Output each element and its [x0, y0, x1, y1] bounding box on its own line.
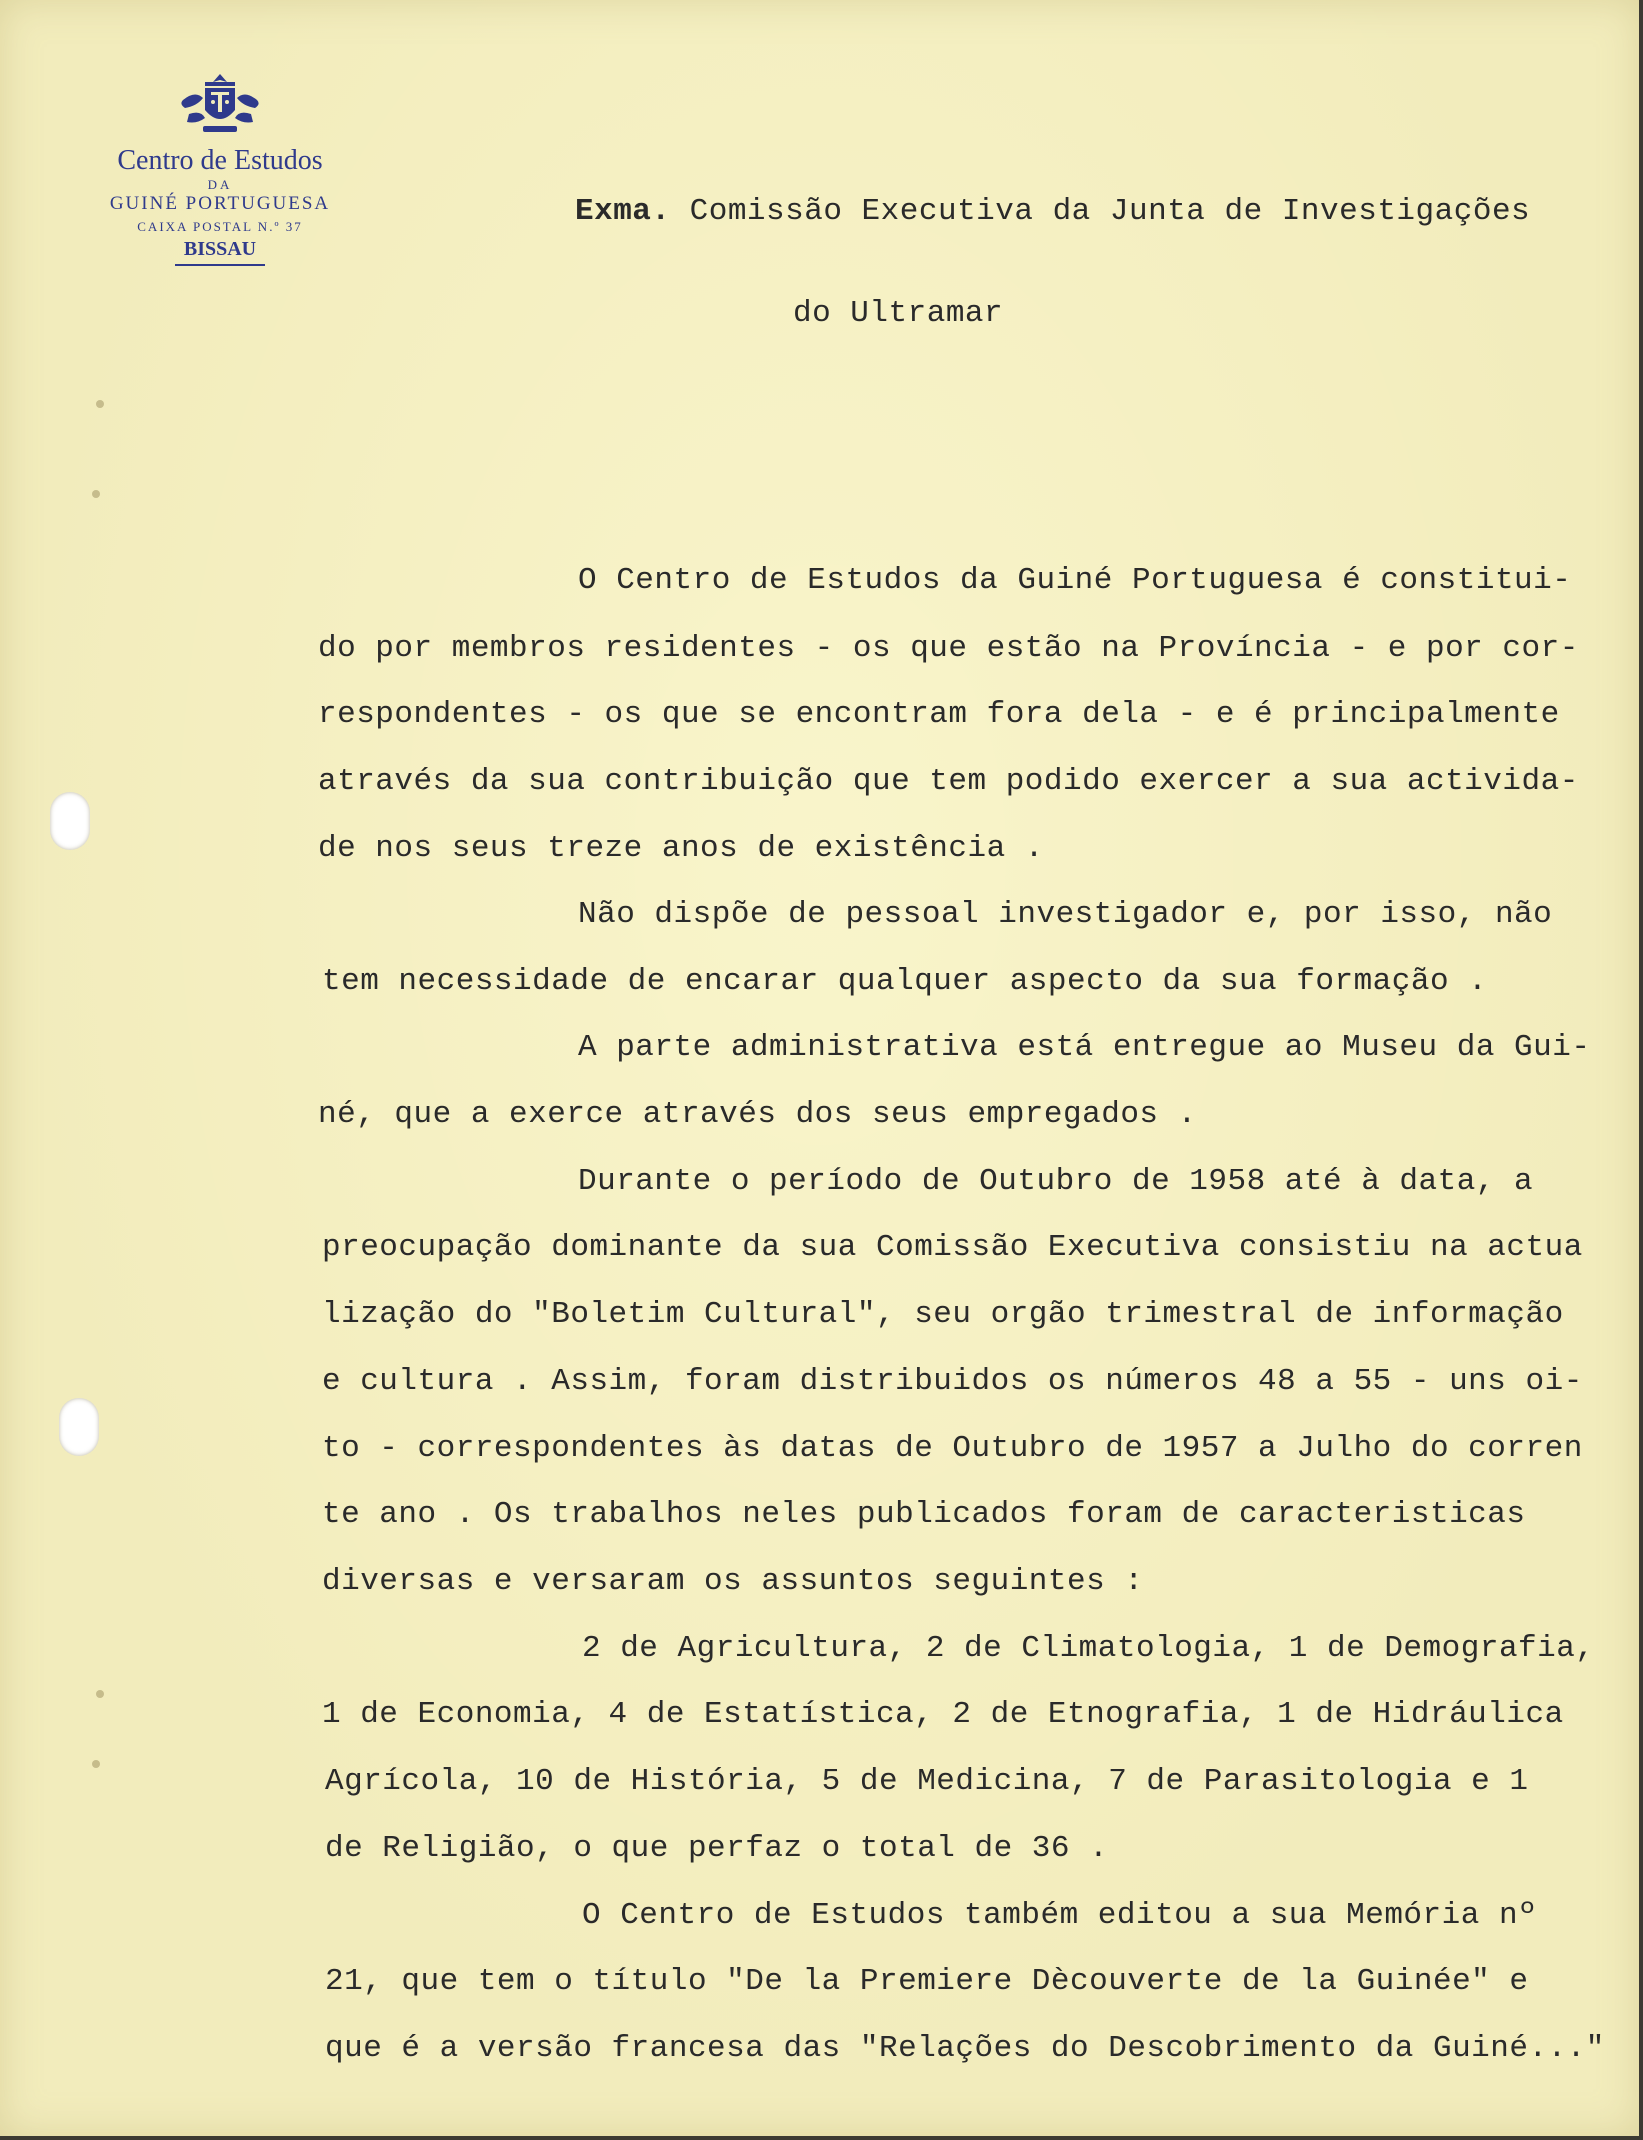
body-line: A parte administrativa está entregue ao Museu da Gui-: [578, 1030, 1591, 1065]
letterhead-city: BISSAU: [183, 238, 257, 260]
body-line: que é a versão francesa das "Relações do Descobrimento da Guiné...": [325, 2031, 1605, 2066]
salutation: Exma.: [575, 194, 671, 229]
addressee-line-2: do Ultramar: [793, 296, 1004, 331]
body-line: através da sua contribuição que tem podido exercer a sua activida-: [318, 764, 1579, 799]
addressee-name: Comissão Executiva da Junta de Investigações: [689, 194, 1531, 229]
paper-mark: [96, 1690, 104, 1698]
body-line: 2 de Agricultura, 2 de Climatologia, 1 de Demografia,: [582, 1631, 1595, 1666]
punch-hole-top: [50, 792, 90, 850]
body-line: 1 de Economia, 4 de Estatística, 2 de Etnografia, 1 de Hidráulica: [322, 1697, 1564, 1732]
letterhead-name: Centro de Estudos: [117, 145, 323, 176]
body-line: de nos seus treze anos de existência .: [318, 831, 1044, 866]
body-line: diversas e versaram os assuntos seguintes :: [322, 1564, 1144, 1599]
punch-hole-bottom: [59, 1398, 99, 1456]
body-line: O Centro de Estudos da Guiné Portuguesa é constitui-: [578, 563, 1572, 598]
letterhead-da: DA: [207, 177, 233, 192]
coat-of-arms-icon: [175, 70, 265, 140]
letterhead-postal-box: CAIXA POSTAL N.º 37: [137, 219, 303, 234]
body-line: 21, que tem o título "De la Premiere Dècouverte de la Guinée" e: [325, 1964, 1529, 1999]
body-line: lização do "Boletim Cultural", seu orgão trimestral de informação: [322, 1297, 1564, 1332]
body-line: to - correspondentes às datas de Outubro de 1957 a Julho do corren: [322, 1431, 1583, 1466]
paper-mark: [92, 1760, 100, 1768]
body-line: Durante o período de Outubro de 1958 até à data, a: [578, 1164, 1534, 1199]
scan-edge-bottom: [0, 2136, 1643, 2140]
body-line: tem necessidade de encarar qualquer aspecto da sua formação .: [322, 964, 1488, 999]
paper-mark: [96, 400, 104, 408]
body-line: e cultura . Assim, foram distribuidos os números 48 a 55 - uns oi-: [322, 1364, 1583, 1399]
body-line: preocupação dominante da sua Comissão Executiva consistiu na actua: [322, 1230, 1583, 1265]
body-line: Agrícola, 10 de História, 5 de Medicina, 7 de Parasitologia e 1: [325, 1764, 1529, 1799]
letterhead-guine: GUINÉ PORTUGUESA: [109, 193, 331, 214]
scan-edge-right: [1639, 0, 1643, 2140]
body-line: te ano . Os trabalhos neles publicados foram de caracteristicas: [322, 1497, 1526, 1532]
body-line: do por membros residentes - os que estão na Província - e por cor-: [318, 631, 1579, 666]
paper-mark: [92, 490, 100, 498]
letterhead: [70, 70, 370, 266]
body-line: Não dispõe de pessoal investigador e, por isso, não: [578, 897, 1553, 932]
letterhead-rule: [175, 264, 265, 266]
body-line: O Centro de Estudos também editou a sua Memória nº: [582, 1898, 1538, 1933]
body-line: de Religião, o que perfaz o total de 36 .: [325, 1831, 1109, 1866]
body-line: respondentes - os que se encontram fora dela - e é principalmente: [318, 697, 1560, 732]
addressee-line-1: [575, 194, 1530, 229]
body-line: né, que a exerce através dos seus empregados .: [318, 1097, 1197, 1132]
